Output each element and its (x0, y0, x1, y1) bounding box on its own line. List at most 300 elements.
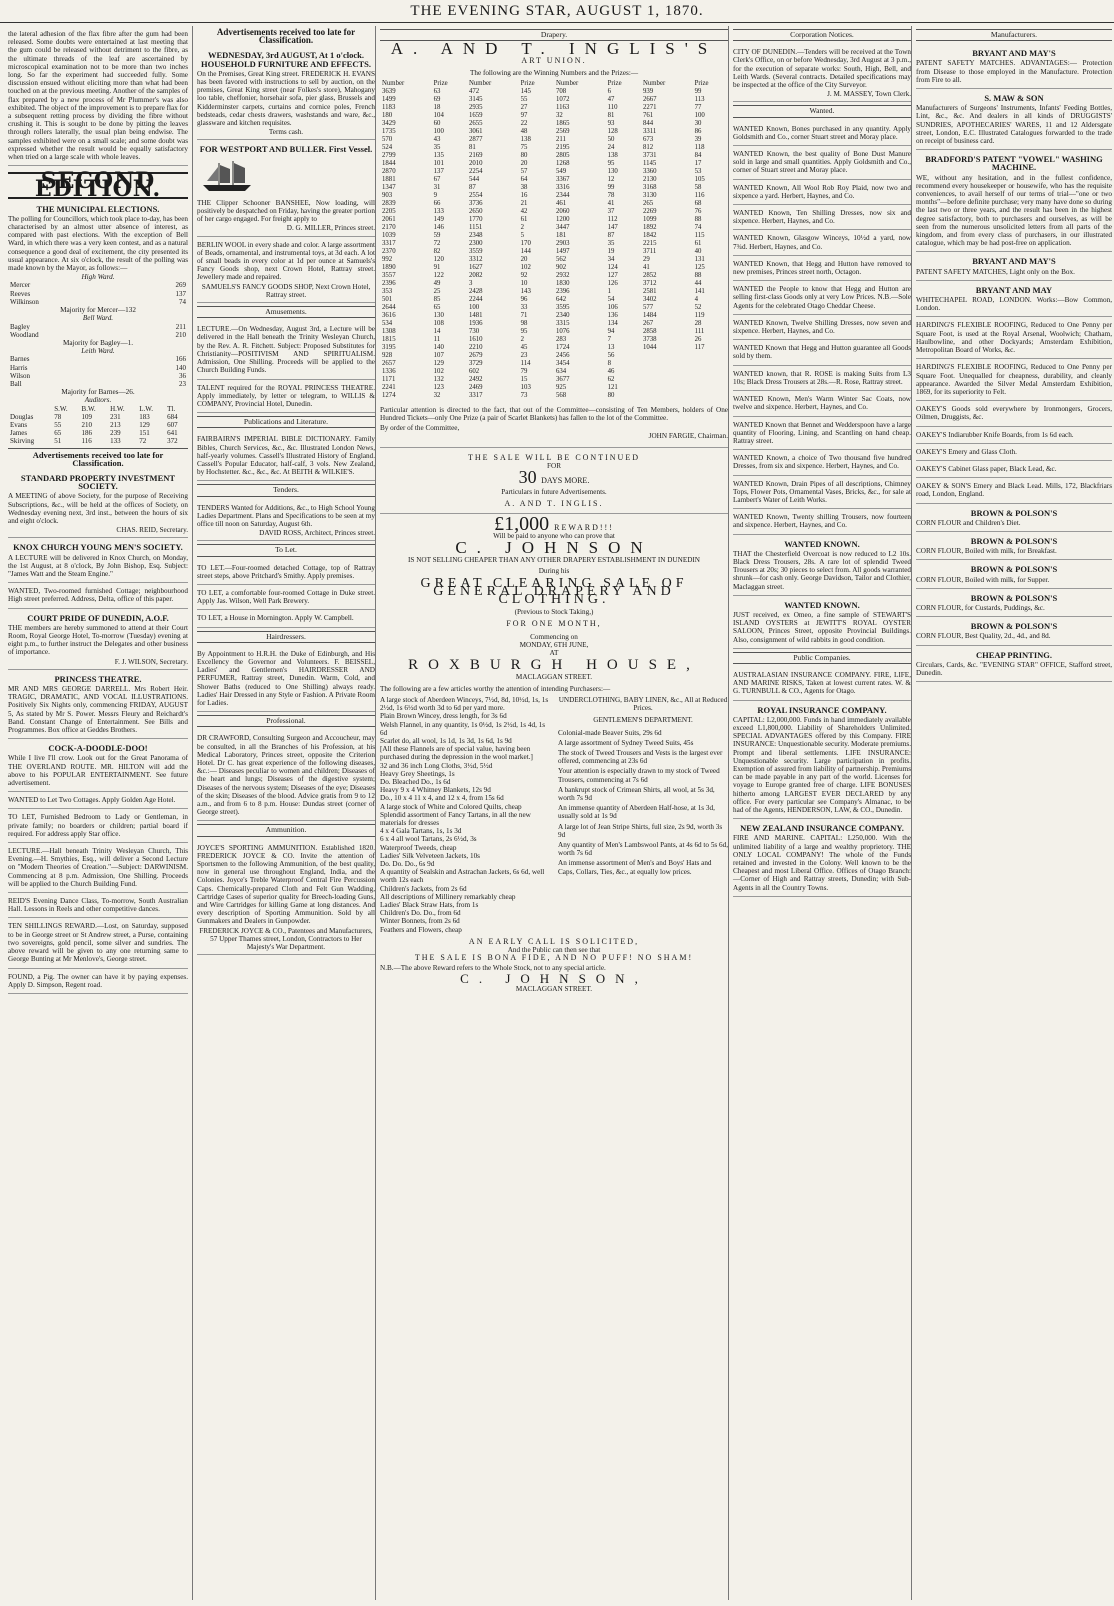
ad-title: BROWN & POLSON'S (970, 621, 1058, 632)
table-cell: 3736 (468, 199, 483, 207)
table-cell: 100 (433, 127, 444, 135)
table-cell: 41 (642, 263, 650, 271)
table-cell: 3639 (382, 87, 396, 95)
ad-title: S. MAW & SON (984, 93, 1044, 104)
advertisement: TO LET.—Four-roomed detached Cottage, top of Rattray street steps, above Pritchard's Smithy. Apply premises. (197, 560, 375, 585)
ad-text: WANTED Known that Bennet and Wedderspoon have a large quantity of Flooring, Lining, and Scantling on hand cheap. Rattray street. (733, 420, 911, 445)
table-cell: 115 (694, 231, 705, 239)
table-cell: 1072 (555, 95, 570, 103)
table-row (380, 144, 728, 152)
section-hairdressers: Hairdressers. (197, 631, 375, 643)
table-cell: 111 (694, 327, 705, 335)
advertisement (733, 366, 911, 391)
table-cell: 6 (607, 87, 612, 95)
auditor-row: Douglas 78 109 231 183 684 (10, 412, 178, 421)
table-cell: 10 (520, 279, 528, 287)
advertisement (733, 391, 911, 416)
list-item: Any quantity of Men's Lambswool Pants, at 4s 6d to 5s 6d, worth 7s 6d (558, 840, 728, 858)
table-cell: 52 (694, 303, 702, 311)
advertisement: REID'S Evening Dance Class, To-morrow, South Australian Hall. Lessons in Reels and other competitive dances. (8, 893, 188, 918)
table-row (380, 248, 728, 256)
table-row (380, 352, 728, 360)
leith-ward-label: Leith Ward. (81, 347, 115, 356)
list-item: A quantity of Sealskin and Astrachan Jackets, 6s 6d, well worth 12s each (380, 868, 545, 885)
list-item: The stock of Tweed Trousers and Vests is the largest ever offered, commencing at 23s 6d (558, 748, 723, 766)
table-cell: 3360 (642, 167, 657, 175)
table-cell: 95 (607, 159, 615, 167)
advertisement (916, 89, 1112, 150)
list-item: Colonial-made Beaver Suits, 29s 6d (558, 728, 662, 737)
table-cell: 102 (433, 367, 444, 375)
table-cell: 4 (694, 295, 699, 303)
ship-icon (197, 159, 257, 193)
table-cell: 118 (694, 143, 705, 151)
table-cell: 110 (607, 103, 618, 111)
table-cell: 992 (382, 255, 393, 263)
table-cell: 1770 (468, 215, 483, 223)
table-cell: 549 (555, 167, 567, 175)
table-cell: 132 (433, 375, 444, 383)
table-cell: 2130 (642, 175, 657, 183)
table-cell: 1497 (555, 247, 570, 255)
auditor-row: James 65 186 239 151 641 (10, 429, 178, 438)
table-cell: 1627 (468, 263, 483, 271)
advertisement (916, 252, 1112, 280)
ad-text: WANTED Known, the best quality of Bone Dust Manure sold in large and small quantities. Apply Goldsmith and Co., corner of Stuart street and Moray place. (733, 150, 911, 175)
table-cell: 1044 (642, 343, 657, 351)
table-cell: 2340 (555, 311, 570, 319)
table-cell: 97 (520, 111, 528, 119)
table-cell: 102 (520, 263, 531, 271)
table-cell: 3616 (382, 311, 396, 319)
section-corporation: Corporation Notices. (733, 29, 911, 41)
table-cell: 9 (433, 191, 438, 199)
advertisement (916, 317, 1112, 359)
elections-text: The polling for Councillors, which took place to-day, has been characterised by an almost utter absence of interest, as compared with past elections. With the exception of Bell Ward, in which there was a very keen contest, and as a natural consequence a good deal of excitement, the city presented its usual appearance. At six o'clock, the result of the polling was made known by the Mayor, as follows:— (8, 214, 188, 273)
table-cell: 19 (607, 247, 615, 255)
table-cell: 129 (433, 359, 444, 367)
table-row (380, 168, 728, 176)
late-classification-title: Advertisements received too late for Classification. (216, 27, 356, 46)
table-cell: 66 (433, 199, 441, 207)
poll-row: Reeves 137 (10, 289, 186, 298)
column-4 (728, 26, 911, 1600)
list-item: Feathers and Flowers, cheap (380, 925, 462, 934)
table-cell: 145 (520, 87, 531, 95)
table-cell: 100 (468, 303, 480, 311)
table-cell: 1336 (382, 367, 396, 375)
table-cell: 3731 (642, 151, 657, 159)
table-row (380, 360, 728, 368)
table-row (380, 224, 728, 232)
table-cell: 570 (382, 135, 393, 143)
table-cell: 5 (520, 231, 525, 239)
table-cell: 133 (433, 207, 444, 215)
table-cell: 127 (607, 271, 618, 279)
advertisement: PRINCESS THEATRE. MR AND MRS GEORGE DARRELL. Mrs Robert Heir. TRAGIC, DRAMATIC, AND VOCAL ILLUSTRATIONS. Positively Six Nights only, commencing FRIDAY, AUGUST 5, As stated by Mr S. Power. Messrs Fleury and Reichardt's Band. Constant Change of Entertainment. See Bills and Programmes. Box office at Geddes Brothers. (8, 670, 188, 739)
table-cell: 32 (433, 391, 441, 399)
table-cell: 1163 (555, 103, 570, 111)
list-item: A bankrupt stock of Crimean Shirts, all wool, at 5s 3d, worth 7s 9d (558, 785, 715, 802)
table-cell: 939 (642, 87, 654, 95)
advertisement (916, 444, 1112, 461)
table-cell: 17 (694, 159, 702, 167)
table-cell: 49 (433, 279, 441, 287)
ad-text: OAKEY'S Indiarubber Knife Boards, from 1s 6d each. (916, 430, 1074, 439)
table-cell: 112 (607, 215, 618, 223)
table-cell: 3317 (468, 391, 483, 399)
table-cell: 1890 (382, 263, 396, 271)
column-1 (8, 26, 188, 1600)
ad-title: BRYANT AND MAY'S (972, 256, 1056, 267)
list-item: Do., 10 x 4 11 x 4, and 12 x 4, from 15s 6d (380, 794, 504, 803)
table-cell: 107 (433, 351, 444, 359)
table-row (380, 264, 728, 272)
table-cell: 577 (642, 303, 654, 311)
table-cell: 3557 (382, 271, 396, 279)
table-cell: 3 (468, 279, 473, 287)
table-cell: 100 (694, 111, 705, 119)
advertisement (733, 121, 911, 146)
table-cell: 2 (520, 223, 525, 231)
table-cell: 55 (520, 95, 528, 103)
table-cell: 2492 (468, 375, 483, 383)
section-wanted: Wanted. (733, 105, 911, 117)
column-3 (375, 26, 728, 1600)
table-cell: 3311 (642, 127, 657, 135)
list-item: Plain Brown Wincey, dress length, for 3s 6d (380, 712, 507, 721)
table-header (380, 80, 728, 88)
table-row (380, 328, 728, 336)
ad-text: CORN FLOUR and Children's Diet. (916, 518, 1021, 527)
table-cell: 22 (520, 119, 528, 127)
table-cell: 544 (468, 175, 480, 183)
table-cell: 1842 (642, 231, 657, 239)
list-item: Waterproof Tweeds, cheap (380, 843, 457, 852)
table-cell: 2300 (468, 239, 483, 247)
table-cell: 211 (555, 135, 566, 143)
table-cell: 3317 (382, 239, 396, 247)
table-cell: 1268 (555, 159, 570, 167)
table-cell: 40 (694, 247, 702, 255)
table-cell: 56 (607, 351, 615, 359)
advertisement: BERLIN WOOL in every shade and color. A large assortment of Beads, ornamental, and instrumental toys, at 3d each. A lot of small beads in every color at 1d per ounce at Samuels's Fancy Goods shop, next Crown Hotel, Rattray street. Jewellery made and repaired. SAMUELS'S FANCY GOODS SHOP, Next Crown Hotel, Rattray street. (197, 237, 375, 303)
ad-text: WANTED Known, a choice of Two thousand five hundred Dresses, from six and sixpence. Herbert, Haynes, and Co. (733, 454, 911, 471)
advertisement: NEW ZEALAND INSURANCE COMPANY. FIRE AND MARINE. CAPITAL: L250,000. With the unlimited liability of a large and wealthy proprietory. THE ONLY LOCAL COMPANY! The whole of the Funds retained and invested in the Colony. Well known to be the Cheapest and most Liberal Office. Offices of Otago Branch:—Corner of High and Rattray streets, Dunedin; with Sub-Agents in all the Country Towns. (733, 819, 911, 897)
ad-text: CORN FLOUR, Boiled with milk, for Breakfast. (916, 547, 1057, 556)
chairman-sign: JOHN FARGIE, Chairman. (648, 432, 728, 441)
advertisement (916, 461, 1112, 478)
advertisement: AUSTRALASIAN INSURANCE COMPANY. FIRE, LIFE, AND MARINE RISKS, Taken at lowest current rates. W. & G. TURNBULL & CO., Agents for Otago. (733, 667, 911, 701)
table-cell: 1865 (555, 119, 570, 127)
advertisement (916, 532, 1112, 560)
table-cell: 2799 (382, 151, 396, 159)
advertisement (733, 256, 911, 281)
table-cell: 15 (520, 375, 528, 383)
table-cell (693, 376, 728, 384)
advertisement: By Appointment to H.R.H. the Duke of Edinburgh, and His Excellency the Governor and Volunteers. F. BEISSEL, Ladies' and Gentlemen's HAIRDRESSER AND PERFUMER, Rattray street, Dunedin. Warm, Cold, and Shower Baths (reduced to One Shilling) always ready. Ladies' Hair Dressed in any Style or Fashion. A Private Room for Ladies. (197, 646, 375, 712)
committee-order: By order of the Committee, (380, 424, 460, 433)
table-cell: 3145 (468, 95, 483, 103)
advertisement (733, 417, 911, 451)
table-cell: 24 (607, 143, 615, 151)
advertisement (916, 478, 1112, 503)
manufacturers-list (916, 44, 1112, 682)
table-cell: 137 (433, 167, 444, 175)
table-row (380, 280, 728, 288)
advertisement (733, 509, 911, 534)
table-cell: 130 (607, 167, 618, 175)
bell-ward-table (8, 323, 188, 339)
table-cell (641, 384, 693, 392)
advertisement: TO LET, a comfortable four-roomed Cottage in Duke street. Apply Jas. Wilson, Well Park Brewery. (197, 585, 375, 610)
table-row (380, 192, 728, 200)
table-cell: 2839 (382, 199, 396, 207)
art-union-title: A. AND T. INGLIS'S (390, 39, 718, 59)
table-cell: 63 (433, 87, 441, 95)
table-cell: 86 (694, 127, 702, 135)
table-cell: 673 (642, 135, 654, 143)
table-cell: 2852 (642, 271, 657, 279)
table-cell: 3195 (382, 343, 396, 351)
table-cell: 730 (468, 327, 480, 335)
table-cell: 2877 (468, 135, 483, 143)
poll-row: Woodland 210 (10, 330, 186, 339)
advertisement: TENDERS Wanted for Additions, &c., to High School Young Ladies Department. Plans and Specifications to be seen at my office till noon on Saturday, August 6th. DAVID ROSS, Architect, Princes street. (197, 500, 375, 542)
ad-text: WANTED Known, Men's Warm Winter Sac Coats, now twelve and sixpence. Herbert, Haynes, and Co. (733, 395, 911, 412)
list-item: Splendid assortment of Fancy Tartans, in all the new materials for dresses (380, 810, 531, 827)
column-header: Number (468, 79, 492, 87)
table-cell: 3712 (642, 279, 657, 287)
table-cell: 3677 (555, 375, 570, 383)
ad-text: PATENT SAFETY MATCHES, Light only on the Box. (916, 267, 1075, 276)
table-cell: 283 (555, 335, 567, 343)
advertisement: WANTED to Let Two Cottages. Apply Golden Age Hotel. (8, 792, 188, 809)
table-cell: 2010 (468, 159, 483, 167)
ad-text: WHITECHAPEL ROAD, LONDON. Works:—Bow Common, London. (916, 296, 1112, 313)
table-cell: 126 (607, 279, 618, 287)
table-cell: 2061 (382, 215, 396, 223)
table-row (380, 312, 728, 320)
poll-row: Wilkinson 74 (10, 297, 186, 306)
advertisement: TO LET, a House in Mornington. Apply W. Campbell. (197, 610, 375, 627)
advertisement (916, 281, 1112, 318)
table-cell: 87 (607, 231, 615, 239)
drapery-items-list (380, 696, 550, 934)
table-cell: 2269 (642, 207, 657, 215)
table-row (380, 96, 728, 104)
table-cell: 3312 (468, 255, 483, 263)
table-cell: 1892 (642, 223, 657, 231)
table-cell: 3454 (555, 359, 570, 367)
table-row (380, 160, 728, 168)
ad-text: OAKEY'S Cabinet Glass paper, Black Lead, &c. (916, 464, 1057, 473)
advertisement: FOUND, a Pig. The owner can have it by paying expenses. Apply D. Simpson, Regent road. (8, 969, 188, 994)
list-item: A large stock of Aberdeen Winceys, 7½d, 8d, 10½d, 1s, 1s 2½d, 1s 6½d worth 3d to 6d per yard more. (380, 695, 549, 713)
table-cell: 2241 (382, 383, 396, 391)
high-ward-table (8, 281, 188, 306)
table-cell: 27 (520, 103, 528, 111)
table-cell: 33 (520, 303, 528, 311)
table-cell: 2644 (382, 303, 396, 311)
list-item: Heavy Grey Sheetings, 1s (380, 769, 455, 778)
table-cell: 3315 (555, 319, 570, 327)
list-item: Your attention is especially drawn to my stock of Tweed Trousers, commencing at 7s 6d (558, 767, 720, 784)
table-cell: 2679 (468, 351, 483, 359)
table-cell (641, 360, 693, 368)
table-cell: 562 (555, 255, 567, 263)
table-cell: 902 (555, 263, 567, 271)
list-item: A large assortment of Sydney Tweed Suits, 45s (558, 738, 694, 747)
table-cell: 50 (607, 135, 615, 143)
table-cell: 136 (607, 311, 618, 319)
table-cell: 2348 (468, 231, 483, 239)
list-item: Heavy 9 x 4 Whitney Blankets, 12s 9d (380, 786, 491, 795)
ad-text: WANTED Known that Hegg and Hutton guarantee all Goods sold by them. (733, 344, 911, 361)
table-cell: 3729 (468, 359, 483, 367)
poll-row: Harris 140 (10, 363, 186, 372)
high-majority: Majority for Mercer—132 (60, 306, 136, 315)
table-cell: 58 (694, 183, 702, 191)
column-5 (911, 26, 1112, 1600)
table-cell: 1830 (555, 279, 570, 287)
advertisement (916, 646, 1112, 683)
table-cell: 114 (520, 359, 531, 367)
column-header: Prize (607, 79, 622, 87)
table-row (380, 392, 728, 400)
ad-text: HARDING'S FLEXIBLE ROOFING, Reduced to One Penny per Square Foot, is used at the Royal Arsenal, Woolwich; Chatham, Haulbowline, and other Dockyards; Amsterdam Exhibition, Metropolitan Board of Works, &c. (916, 321, 1112, 355)
table-cell: 2396 (555, 287, 570, 295)
table-cell: 7 (607, 335, 612, 343)
advertisement: LECTURE.—Hall beneath Trinity Wesleyan Church, This Evening.—H. Smythies, Esq., will deliver a Second Lecture on "Modern Theories of Creation."—Subject: DARWINISM. Commencing at 8 p.m. Admission, One Shilling. Proceeds will be applied to the Church Building Fund. (8, 843, 188, 893)
table-cell: 130 (433, 311, 444, 319)
table-cell: 2344 (555, 191, 570, 199)
table-cell (693, 352, 728, 360)
table-cell: 267 (642, 319, 654, 327)
table-cell: 928 (382, 351, 393, 359)
bell-majority: Majority for Bagley—1. (62, 338, 134, 347)
table-cell: 2195 (555, 143, 570, 151)
advertisement: TALENT required for the ROYAL PRINCESS THEATRE. Apply immediately, by letter or telegram, to WILLIS & COMPANY, Provincial Hotel, Dunedin. (197, 380, 375, 414)
table-cell: 53 (694, 167, 702, 175)
table-cell: 708 (555, 87, 567, 95)
winning-numbers-table (380, 80, 728, 400)
table-cell: 2210 (468, 343, 483, 351)
table-cell: 41 (607, 199, 615, 207)
table-cell: 1347 (382, 183, 396, 191)
ad-text: WANTED Known, that Hegg and Hutton have removed to new premises, Princes street north, Octagon. (733, 259, 911, 277)
table-cell: 602 (468, 367, 480, 375)
table-cell (693, 360, 728, 368)
table-cell: 181 (555, 231, 567, 239)
ad-text: WANTED Known, Ten Shilling Dresses, now six and sixpence. Herbert, Haynes, and Co. (733, 209, 911, 226)
table-cell: 180 (382, 111, 393, 119)
table-cell: 20 (520, 255, 528, 263)
table-cell: 81 (468, 143, 476, 151)
auditors-header: S.W. B.W. H.W. L.W. Tl. (54, 404, 176, 413)
advertisement (733, 281, 911, 315)
list-item: All descriptions of Millinery remarkably cheap (380, 892, 516, 901)
table-row (380, 256, 728, 264)
table-cell: 1274 (382, 391, 396, 399)
table-row (380, 304, 728, 312)
advertisement: TO LET, Furnished Bedroom to Lady or Gentleman, in private family; no boarders or children; partial board if required. For address apply Star office. (8, 809, 188, 843)
advertisement (916, 589, 1112, 617)
table-cell: 2554 (468, 191, 483, 199)
table-cell: 88 (694, 271, 702, 279)
table-cell: 44 (694, 279, 702, 287)
table-cell: 1039 (382, 231, 396, 239)
list-item: A large stock of White and Colored Quilts, cheap (380, 802, 522, 811)
table-cell: 1936 (468, 319, 483, 327)
advertisement (733, 315, 911, 340)
ads-list (8, 469, 188, 994)
advertisement (733, 205, 911, 230)
table-cell: 67 (433, 175, 441, 183)
advertisement (916, 401, 1112, 426)
table-cell: 99 (607, 183, 615, 191)
table-row (380, 384, 728, 392)
table-cell: 72 (433, 239, 441, 247)
table-cell (693, 368, 728, 376)
table-cell: 2469 (468, 383, 483, 391)
table-cell: 96 (520, 295, 528, 303)
table-row (380, 344, 728, 352)
table-cell: 35 (433, 143, 441, 151)
table-cell: 117 (694, 343, 705, 351)
table-cell: 113 (694, 95, 705, 103)
section-manufacturers: Manufacturers. (916, 29, 1112, 41)
leith-ward-table (8, 355, 188, 388)
table-cell: 1659 (468, 111, 483, 119)
table-cell: 105 (694, 175, 705, 183)
ad-title: CHEAP PRINTING. (975, 649, 1053, 660)
table-cell: 2935 (468, 103, 483, 111)
table-cell: 1844 (382, 159, 396, 167)
table-cell: 138 (520, 135, 531, 143)
table-cell: 1151 (468, 223, 483, 231)
table-cell: 2169 (468, 151, 483, 159)
table-cell: 108 (433, 319, 444, 327)
table-cell: 64 (520, 175, 528, 183)
table-cell: 101 (433, 159, 444, 167)
table-cell: 1099 (642, 215, 657, 223)
table-cell: 2205 (382, 207, 396, 215)
elections-title: THE MUNICIPAL ELECTIONS. (36, 203, 160, 214)
table-cell: 2396 (382, 279, 396, 287)
column-header: Prize (694, 79, 709, 87)
table-cell: 81 (607, 111, 615, 119)
ad-text: OAKEY & SON'S Emery and Black Lead. Mills, 172, Blackfriars road, London, England. (916, 482, 1112, 499)
table-cell: 3738 (642, 335, 657, 343)
table-row (380, 296, 728, 304)
table-cell: 35 (607, 239, 615, 247)
table-cell (641, 352, 693, 360)
table-row (380, 120, 728, 128)
section-ammunition: Ammunition. (197, 824, 375, 836)
ad-text: WANTED Known, Glasgow Winceys, 10½d a yard, now 7¾d. Herbert, Haynes, and Co. (733, 234, 911, 251)
table-cell: 2244 (468, 295, 483, 303)
list-item: Do. Do. Do., 6s 9d (380, 859, 435, 868)
table-cell: 3130 (642, 191, 657, 199)
table-row (380, 368, 728, 376)
advertisement: WANTED, Two-roomed furnished Cottage; neighbourhood High street preferred. Address, Delta, office of this paper. (8, 583, 188, 608)
table-cell: 104 (433, 111, 444, 119)
advertisement (733, 230, 911, 255)
poll-row: Ball 23 (10, 379, 186, 388)
ad-title: BROWN & POLSON'S (970, 564, 1058, 575)
winning-intro: The following are the Winning Numbers and the Prizes:— (469, 68, 639, 77)
